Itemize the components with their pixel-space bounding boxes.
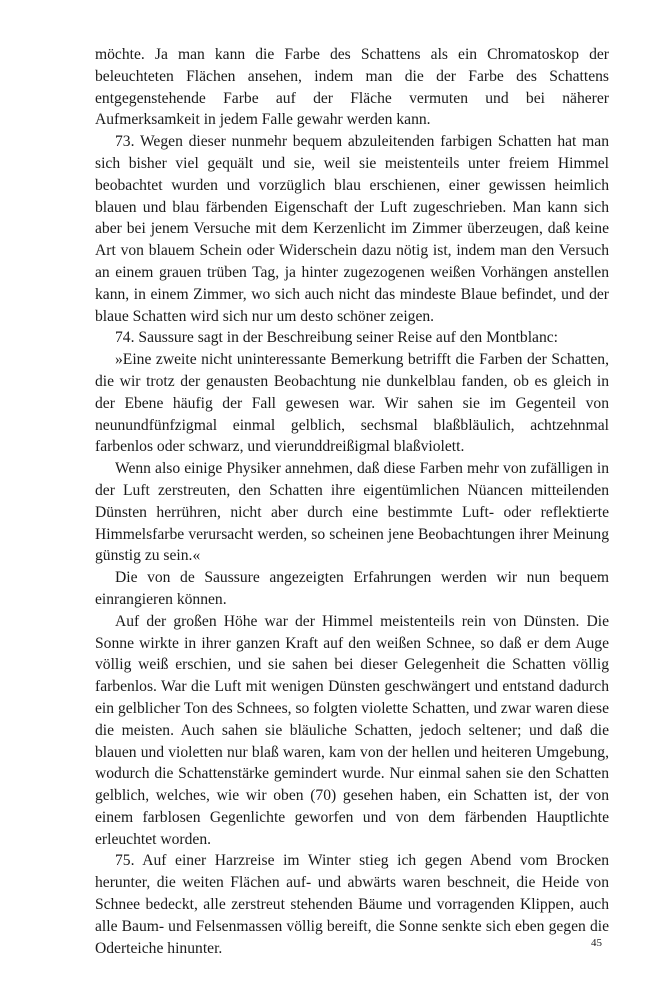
paragraph-saussure-experiences: Die von de Saussure angezeigten Erfahrungen werden wir nun bequem einrangieren können.: [95, 569, 609, 608]
paragraph-continuation: möchte. Ja man kann die Farbe des Schattens als ein Chromatoskop der beleuchteten Flächen ansehen, indem man die der Farbe des Schattens entgegenstehende Farbe auf der Fläche vermuten und bei näherer Aufmerksamkeit in jedem Falle gewahr werden kann.: [95, 46, 609, 129]
quote-paragraph-2: Wenn also einige Physiker annehmen, daß diese Farben mehr von zufälligen in der Luft zerstreuten, den Schatten ihre eigentümlichen Nüancen mitteilenden Dünsten herrühren, nicht aber durch eine bestimmte Luft- oder reflektierte Himmelsfarbe verursacht werden, so scheinen jene Beobachtungen ihrer Meinung günstig zu sein.«: [95, 460, 609, 565]
paragraph-73: 73. Wegen dieser nunmehr bequem abzuleitenden farbigen Schatten hat man sich bisher viel gequält und sie, weil sie meistenteils unter freiem Himmel beobachtet wurden und vorzüglich blau erschienen, einer gewissen heimlich blauen und blau färbenden Eigenschaft der Luft zugeschrieben. Man kann sich aber bei jenem Versuche mit dem Kerzenlicht im Zimmer überzeugen, daß keine Art von blauem Schein oder Widerschein dazu nötig ist, indem man den Versuch an einem grauen trüben Tag, ja hinter zugezogenen weißen Vorhängen anstellen kann, in einem Zimmer, wo sich auch nicht das mindeste Blaue befindet, und der blaue Schatten wird sich nur um desto schöner zeigen.: [95, 133, 609, 325]
paragraph-great-height: Auf der großen Höhe war der Himmel meistenteils rein von Dünsten. Die Sonne wirkte in ihrer ganzen Kraft auf den weißen Schnee, so daß er dem Auge völlig weiß erschien, und sie sahen bei dieser Gelegenheit die Schatten völlig farbenlos. War die Luft mit wenigen Dünsten geschwängert und entstand dadurch ein gelblicher Ton des Schnees, so folgten violette Schatten, und zwar waren diese die meisten. Auch sahen sie bläuliche Schatten, jedoch seltener; und daß die blauen und violetten nur blaß waren, kam von der hellen und heiteren Umgebung, wodurch die Schattenstärke gemindert wurde. Nur einmal sahen sie den Schatten gelblich, welches, wie wir oben (70) gesehen haben, ein Schatten ist, der von einem farblosen Gegenlichte geworfen und von dem färbenden Hauptlichte erleuchtet worden.: [95, 612, 609, 848]
paragraph-74: 74. Saussure sagt in der Beschreibung seiner Reise auf den Montblanc:: [115, 329, 559, 347]
paragraph-75: 75. Auf einer Harzreise im Winter stieg ich gegen Abend vom Brocken herunter, die weiten Flächen auf- und abwärts waren beschneit, die Heide von Schnee bedeckt, alle zerstreut stehenden Bäume und vorragenden Klippen, auch alle Baum- und Felsenmassen völlig bereift, die Sonne senkte sich eben gegen die Oderteiche hinunter.: [95, 852, 609, 957]
page-number: 45: [591, 937, 602, 949]
quote-paragraph-1: »Eine zweite nicht uninteressante Bemerkung betrifft die Farben der Schatten, die wir trotz der genausten Beobachtung nie dunkelblau fanden, ob es gleich in der Ebene häufig der Fall gewesen war. Wir sahen sie im Gegenteil von neunundfünfzigmal einmal gelblich, sechsmal blaßbläulich, achtzehnmal farbenlos oder schwarz, und vierunddreißigmal blaßviolett.: [95, 351, 609, 456]
page-body: [95, 44, 609, 959]
